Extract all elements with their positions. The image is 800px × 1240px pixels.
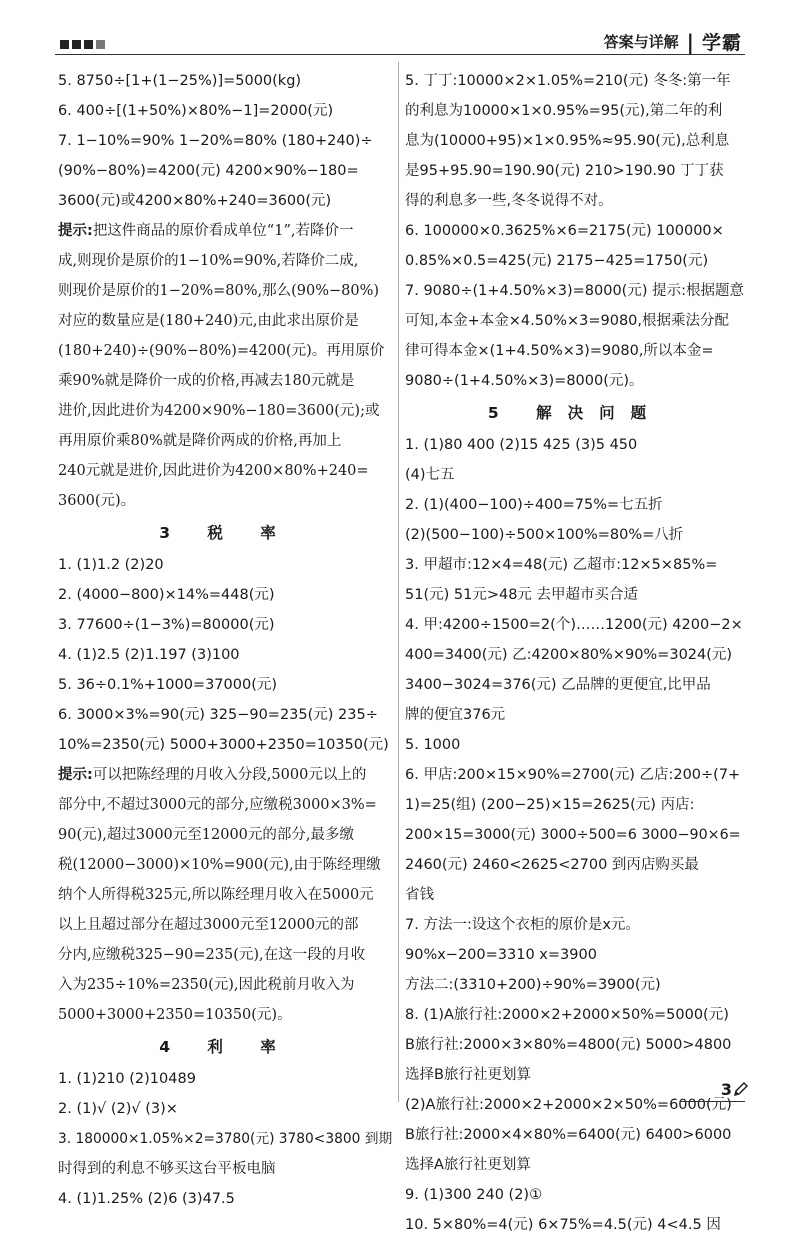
answer-line: 7. 9080÷(1+4.50%×3)=8000(元) 提示:根据题意 (405, 283, 744, 299)
hint-text: 乘90%就是降价一成的价格,再减去180元就是 (58, 373, 355, 389)
answer-line: 律可得本金×(1+4.50%×3)=9080,所以本金= (405, 343, 714, 359)
hint-line (58, 820, 393, 850)
hint-text: 可以把陈经理的月收入分段,5000元以上的 (92, 767, 367, 783)
answer-line: 200×15=3000(元) 3000÷500=6 3000−90×6= (405, 827, 741, 843)
header-brand (604, 28, 742, 55)
hint-text: 240元就是进价,因此进价为4200×80%+240= (58, 463, 369, 479)
answer-line: 1. (1)1.2 (2)20 (58, 557, 164, 573)
answer-line: 3. 77600÷(1−3%)=80000(元) (58, 617, 275, 633)
hint-text: (180+240)÷(90%−80%)=4200(元)。再用原价 (58, 343, 385, 359)
hint-text: 5000+3000+2350=10350(元)。 (58, 1007, 292, 1023)
section-title: 5 解决问题 (487, 404, 663, 422)
answer-line: 7. 方法一:设这个衣柜的原价是x元。 (405, 917, 640, 933)
answer-line: 4. (1)2.5 (2)1.197 (3)100 (58, 647, 240, 663)
answer-line: 方法二:(3310+200)÷90%=3900(元) (405, 977, 661, 993)
answer-line: 是95+95.90=190.90(元) 210>190.90 丁丁获 (405, 163, 724, 179)
hint-line (58, 306, 393, 336)
answer-line: 6. 甲店:200×15×90%=2700(元) 乙店:200÷(7+ (405, 767, 741, 783)
hint-text: 对应的数量应是(180+240)元,由此求出原价是 (58, 313, 359, 329)
answer-line: B旅行社:2000×3×80%=4800(元) 5000>4800 (405, 1037, 732, 1053)
answer-line: 2460(元) 2460<2625<2700 到丙店购买最 (405, 857, 699, 873)
answer-line: 1)=25(组) (200−25)×15=2625(元) 丙店: (405, 797, 695, 813)
hint-line (58, 970, 393, 1000)
answer-line: (2)A旅行社:2000×2+2000×2×50%=6000(元) (405, 1097, 732, 1113)
hint-text: 分内,应缴税325−90=235(元),在这一段的月收 (58, 947, 366, 963)
answer-line: 3600(元)或4200×80%+240=3600(元) (58, 193, 332, 209)
answer-line: (2)(500−100)÷500×100%=80%=八折 (405, 527, 684, 543)
answer-line: 7. 1−10%=90% 1−20%=80% (180+240)÷ (58, 133, 373, 149)
column-divider (398, 62, 399, 1102)
answer-line: 选择B旅行社更划算 (405, 1067, 531, 1083)
answer-line: 9080÷(1+4.50%×3)=8000(元)。 (405, 373, 644, 389)
hint-line (58, 850, 393, 880)
header-square (84, 40, 93, 49)
answer-line: 6. 400÷[(1+50%)×80%−1]=2000(元) (58, 103, 334, 119)
answer-line: 2. (1)(400−100)÷400=75%=七五折 (405, 497, 663, 513)
answer-line: 3. 180000×1.05%×2=3780(元) 3780<3800 到期 (58, 1131, 393, 1147)
hint-line (58, 486, 393, 516)
answer-line: 5. 8750÷[1+(1−25%)]=5000(kg) (58, 73, 302, 89)
hint-line (58, 940, 393, 970)
answer-line: 6. 100000×0.3625%×6=2175(元) 100000× (405, 223, 724, 239)
answer-line: 4. (1)1.25% (2)6 (3)47.5 (58, 1191, 235, 1207)
hint-text: 以上且超过部分在超过3000元至12000元的部 (58, 917, 359, 933)
hint-text: 进价,因此进价为4200×90%−180=3600(元);或 (58, 403, 380, 419)
answer-line: 时得到的利息不够买这台平板电脑 (58, 1161, 276, 1177)
hint-line (58, 1000, 393, 1030)
hint-text: 则现价是原价的1−20%=80%,那么(90%−80%) (58, 283, 380, 299)
hint-line (58, 276, 393, 306)
answer-line: 1. (1)80 400 (2)15 425 (3)5 450 (405, 437, 638, 453)
brand-logo: 学霸 (701, 32, 742, 54)
hint-line (58, 396, 393, 426)
hint-text: 3600(元)。 (58, 493, 136, 509)
hint-line (58, 246, 393, 276)
hint-line (58, 426, 393, 456)
answer-line: 3400−3024=376(元) 乙品牌的更便宜,比甲品 (405, 677, 711, 693)
hint-label: 提示: (58, 223, 93, 239)
answer-line: 1. (1)210 (2)10489 (58, 1071, 196, 1087)
hint-line (58, 790, 393, 820)
hint-text: 90(元),超过3000元至12000元的部分,最多缴 (58, 827, 355, 843)
hint-line (58, 366, 393, 396)
hint-text: 把这件商品的原价看成单位“1”,若降价一 (92, 223, 354, 239)
right-column (405, 66, 745, 1240)
section-title: 4 利 率 (159, 1038, 292, 1056)
header-decoration (60, 40, 105, 49)
hint-line (58, 456, 393, 486)
answer-line: 2. (4000−800)×14%=448(元) (58, 587, 275, 603)
answer-line: 可知,本金+本金×4.50%×3=9080,根据乘法分配 (405, 313, 730, 329)
answer-line: 9. (1)300 240 (2)① (405, 1187, 543, 1203)
answer-line: 0.85%×0.5=425(元) 2175−425=1750(元) (405, 253, 709, 269)
answer-line: 息为(10000+95)×1×0.95%≈95.90(元),总利息 (405, 133, 730, 149)
answer-line: B旅行社:2000×4×80%=6400(元) 6400>6000 (405, 1127, 732, 1143)
hint-text: 纳个人所得税325元,所以陈经理月收入在5000元 (58, 887, 374, 903)
pencil-icon (732, 1080, 750, 1098)
answer-line: 400=3400(元) 乙:4200×80%×90%=3024(元) (405, 647, 733, 663)
hint-text: 部分中,不超过3000元的部分,应缴税3000×3%= (58, 797, 377, 813)
answer-line: 6. 3000×3%=90(元) 325−90=235(元) 235÷ (58, 707, 378, 723)
footer-rule (680, 1101, 745, 1102)
hint-text: 再用原价乘80%就是降价两成的价格,再加上 (58, 433, 342, 449)
hint-line (58, 760, 393, 790)
hint-line (58, 910, 393, 940)
answer-line: 10%=2350(元) 5000+3000+2350=10350(元) (58, 737, 389, 753)
answer-line: 5. 36÷0.1%+1000=37000(元) (58, 677, 278, 693)
answer-line: 4. 甲:4200÷1500=2(个)……1200(元) 4200−2× (405, 617, 743, 633)
answer-line: 得的利息多一些,冬冬说得不对。 (405, 193, 613, 209)
answer-line: (4)七五 (405, 467, 455, 483)
hint-line (58, 216, 393, 246)
answer-line: 省钱 (405, 887, 434, 903)
header-square (60, 40, 69, 49)
page-number: 3 (720, 1080, 732, 1099)
hint-label: 提示: (58, 767, 93, 783)
hint-text: 成,则现价是原价的1−10%=90%,若降价二成, (58, 253, 359, 269)
answer-line: 90%x−200=3310 x=3900 (405, 947, 597, 963)
answer-line: 51(元) 51元>48元 去甲超市买合适 (405, 587, 639, 603)
answer-line: (90%−80%)=4200(元) 4200×90%−180= (58, 163, 359, 179)
answer-line: 5. 丁丁:10000×2×1.05%=210(元) 冬冬:第一年 (405, 73, 731, 89)
answer-line: 牌的便宜376元 (405, 707, 506, 723)
answer-line: 3. 甲超市:12×4=48(元) 乙超市:12×5×85%= (405, 557, 718, 573)
section-title: 3 税 率 (159, 524, 292, 542)
header-square (72, 40, 81, 49)
hint-line (58, 336, 393, 366)
answer-line: 的利息为10000×1×0.95%=95(元),第二年的利 (405, 103, 723, 119)
header-square (96, 40, 105, 49)
header-separator: | (686, 29, 694, 54)
answer-line: 2. (1)√ (2)√ (3)× (58, 1101, 178, 1117)
hint-line (58, 880, 393, 910)
hint-text: 入为235÷10%=2350(元),因此税前月收入为 (58, 977, 355, 993)
answer-line: 选择A旅行社更划算 (405, 1157, 531, 1173)
header-rule (55, 54, 745, 55)
answer-line: 10. 5×80%=4(元) 6×75%=4.5(元) 4<4.5 因 (405, 1217, 721, 1233)
header-label: 答案与详解 (603, 33, 679, 51)
answer-line: 8. (1)A旅行社:2000×2+2000×50%=5000(元) (405, 1007, 729, 1023)
answer-line: 5. 1000 (405, 737, 461, 753)
left-column (58, 66, 393, 1214)
hint-text: 税(12000−3000)×10%=900(元),由于陈经理缴 (58, 857, 381, 873)
